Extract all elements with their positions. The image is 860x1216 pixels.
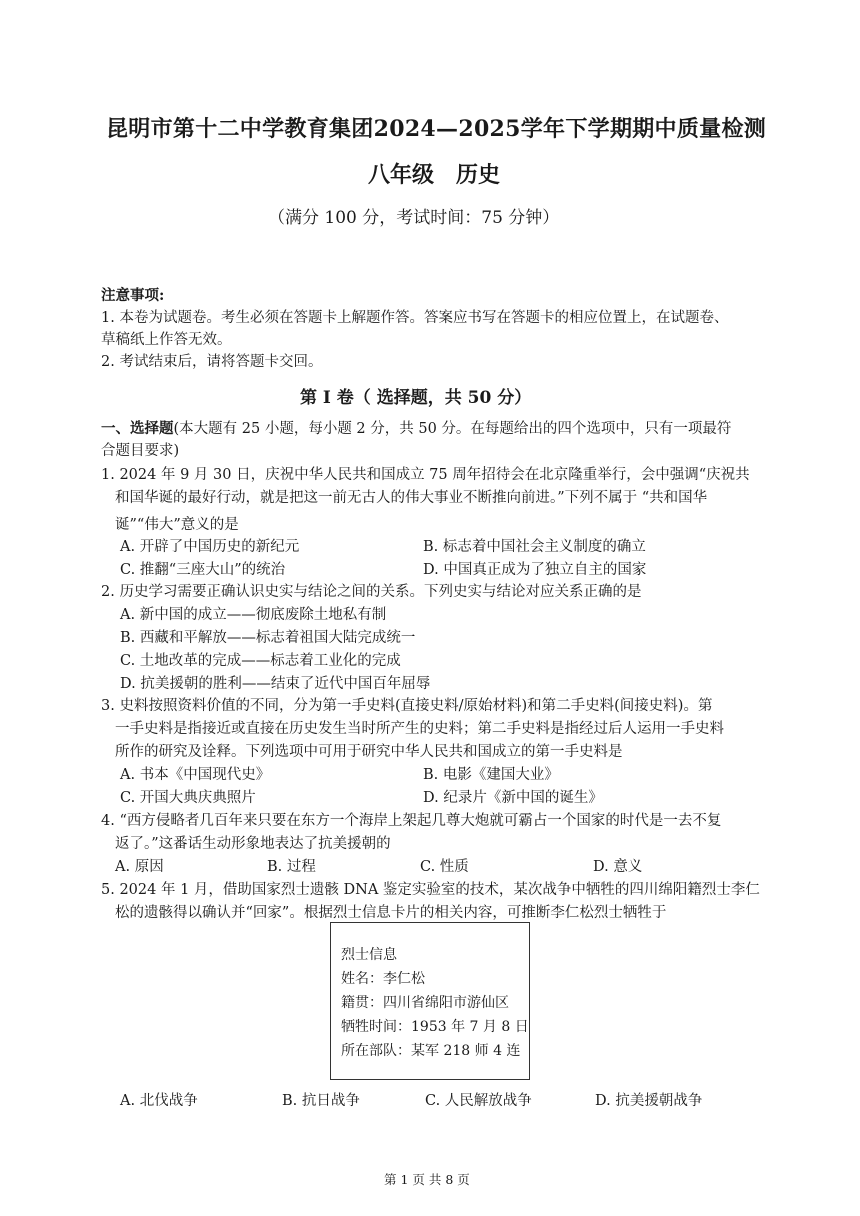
card-hometown: 籍贯：四川省绵阳市游仙区	[341, 995, 509, 1011]
question-2-option-a: A. 新中国的成立——彻底废除土地私有制	[120, 607, 387, 623]
question-2-option-d: D. 抗美援朝的胜利——结束了近代中国百年屈辱	[120, 676, 431, 692]
question-4-option-d: D. 意义	[593, 859, 643, 875]
martyr-info-card	[330, 922, 530, 1080]
question-4-line-2: 返了。”这番话生动形象地表达了抗美援朝的	[115, 836, 391, 852]
question-2-option-c: C. 土地改革的完成——标志着工业化的完成	[120, 653, 401, 669]
question-5-line-2: 松的遗骸得以确认并“回家”。根据烈士信息卡片的相关内容，可推断李仁松烈士牺牲于	[115, 905, 667, 921]
question-5-option-b: B. 抗日战争	[282, 1093, 360, 1109]
question-2-line-1: 2. 历史学习需要正确认识史实与结论之间的关系。下列史实与结论对应关系正确的是	[101, 584, 642, 600]
question-1-option-d: D. 中国真正成为了独立自主的国家	[423, 562, 647, 578]
exam-subtitle: 八年级 历史	[368, 162, 501, 188]
question-3-option-a: A. 书本《中国现代史》	[120, 767, 271, 783]
page-footer: 第 1 页 共 8 页	[384, 1172, 470, 1187]
question-3-line-1: 3. 史料按照资料价值的不同，分为第一手史料(直接史料/原始材料)和第二手史料(间接史料)。第	[101, 698, 713, 714]
notes-item-1: 1. 本卷为试题卷。考生必须在答题卡上解题作答。答案应书写在答题卡的相应位置上，在试题卷、	[101, 310, 729, 326]
question-1-line-3: 诞”“伟大”意义的是	[115, 517, 239, 533]
question-1-option-c: C. 推翻“三座大山”的统治	[120, 562, 286, 578]
question-4-option-c: C. 性质	[420, 859, 469, 875]
question-2-option-b: B. 西藏和平解放——标志着祖国大陆完成统一	[120, 630, 416, 646]
question-3-line-2: 一手史料是指接近或直接在历史发生当时所产生的史料；第二手史料是指经过后人运用一手史料	[115, 721, 724, 737]
question-5-option-c: C. 人民解放战争	[425, 1093, 532, 1109]
card-unit: 所在部队：某军 218 师 4 连	[341, 1043, 521, 1059]
question-3-line-3: 所作的研究及诠释。下列选项中可用于研究中华人民共和国成立的第一手史料是	[115, 744, 623, 760]
question-3-option-c: C. 开国大典庆典照片	[120, 790, 256, 806]
section-intro	[101, 418, 731, 440]
section-heading: 第 I 卷（ 选择题，共 50 分）	[300, 388, 532, 408]
exam-title: 昆明市第十二中学教育集团2024—2025学年下学期期中质量检测	[106, 116, 767, 142]
question-1-option-b: B. 标志着中国社会主义制度的确立	[423, 539, 646, 555]
question-1-line-2: 和国华诞的最好行动，就是把这一前无古人的伟大事业不断推向前进。”下列不属于 “共和国华	[115, 490, 708, 506]
question-5-option-d: D. 抗美援朝战争	[595, 1093, 703, 1109]
section-intro-cont: 合题目要求)	[101, 443, 180, 459]
card-title: 烈士信息	[341, 947, 397, 963]
card-name: 姓名：李仁松	[341, 971, 425, 987]
notes-item-2: 2. 考试结束后，请将答题卡交回。	[101, 354, 323, 370]
exam-meta: （满分 100 分，考试时间：75 分钟）	[268, 208, 560, 228]
notes-heading: 注意事项:	[101, 287, 165, 304]
question-3-option-b: B. 电影《建国大业》	[423, 767, 559, 783]
question-1-line-1: 1. 2024 年 9 月 30 日，庆祝中华人民共和国成立 75 周年招待会在北京隆重举行，会中强调“庆祝共	[101, 467, 750, 483]
notes-item-1-cont: 草稿纸上作答无效。	[101, 332, 232, 348]
section-intro-text: (本大题有 25 小题，每小题 2 分，共 50 分。在每题给出的四个选项中，只有一项最符	[173, 421, 732, 437]
question-3-option-d: D. 纪录片《新中国的诞生》	[423, 790, 603, 806]
question-1-option-a: A. 开辟了中国历史的新纪元	[120, 539, 300, 555]
card-death-date: 牺牲时间：1953 年 7 月 8 日	[341, 1019, 529, 1035]
question-5-option-a: A. 北伐战争	[120, 1093, 198, 1109]
question-5-line-1: 5. 2024 年 1 月，借助国家烈士遗骸 DNA 鉴定实验室的技术，某次战争中牺牲的四川绵阳籍烈士李仁	[101, 882, 760, 898]
section-intro-label: 一、选择题	[101, 420, 174, 437]
question-4-option-a: A. 原因	[115, 859, 164, 875]
question-4-option-b: B. 过程	[267, 859, 316, 875]
question-4-line-1: 4. “西方侵略者几百年来只要在东方一个海岸上架起几尊大炮就可霸占一个国家的时代是一去不复	[101, 813, 722, 829]
